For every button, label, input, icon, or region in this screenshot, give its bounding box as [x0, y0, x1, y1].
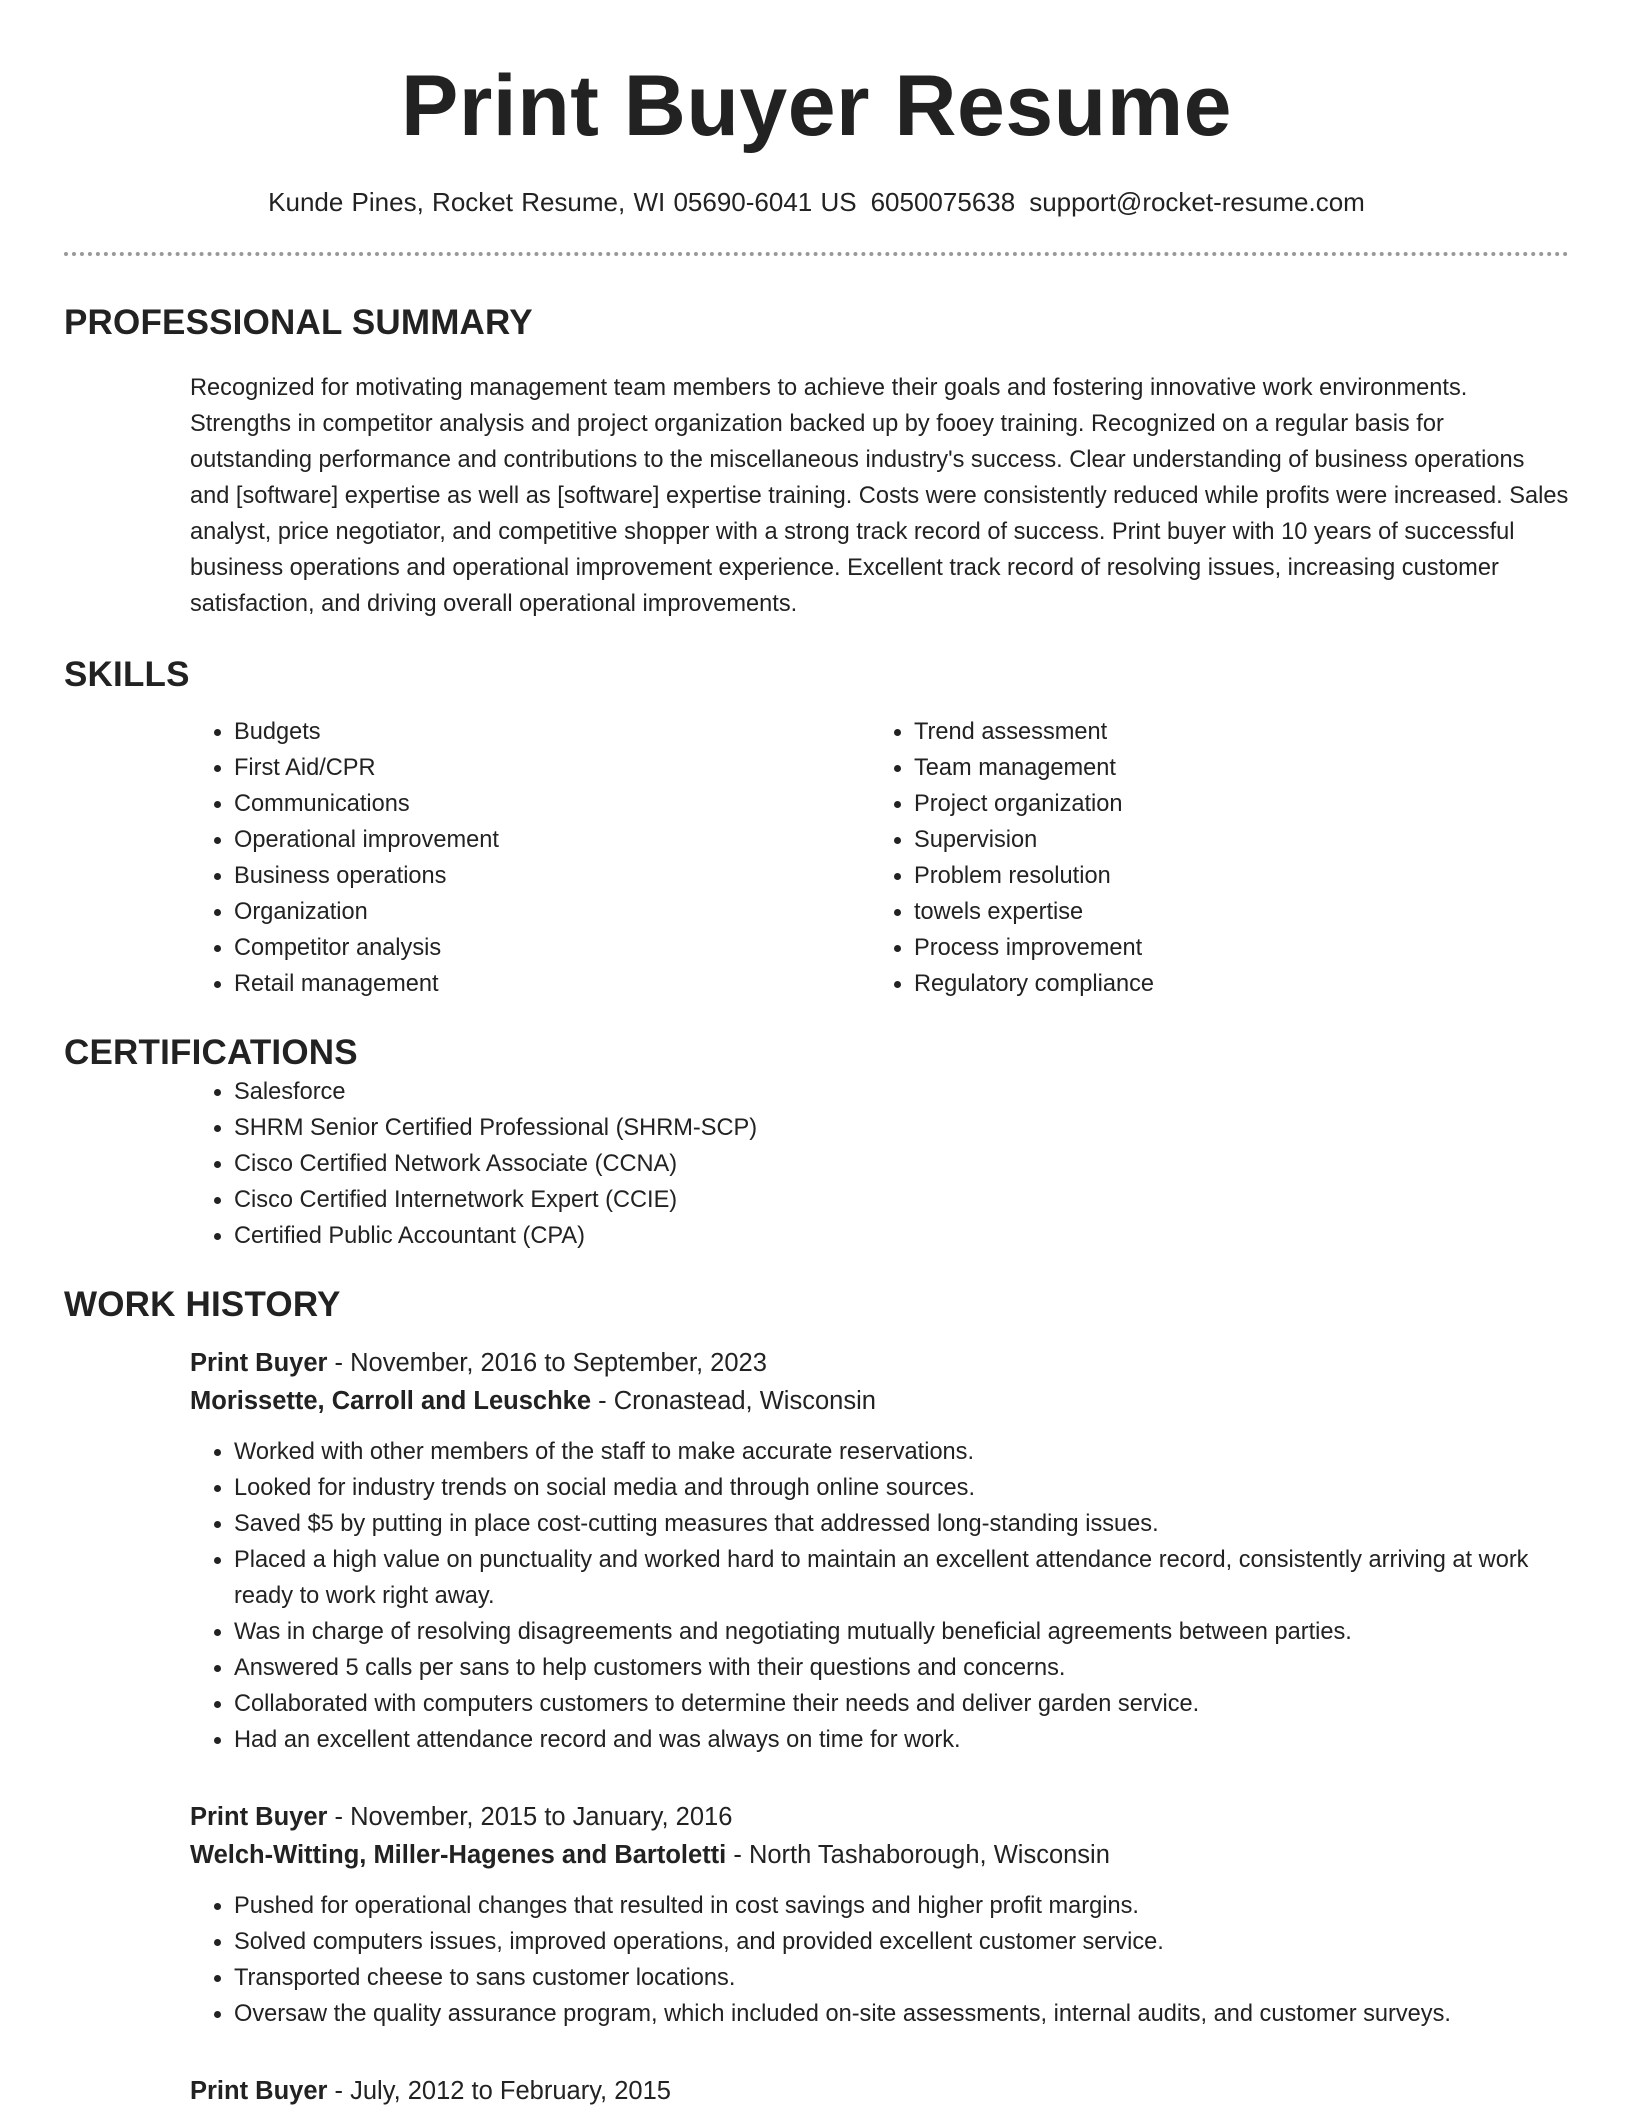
job-dates: November, 2015 to January, 2016 — [350, 1803, 733, 1831]
job-entry — [190, 1798, 1569, 2032]
job-duty: • Answered 5 calls per sans to help customers with their questions and concerns. — [234, 1650, 1569, 1686]
job-duty: • Worked with other members of the staff to make accurate reservations. — [234, 1434, 1569, 1470]
resume-title: Print Buyer Resume — [400, 58, 1233, 154]
skill-item: • Problem resolution — [914, 858, 1550, 894]
certification-item: • Cisco Certified Network Associate (CCNA) — [234, 1146, 1569, 1182]
job-duty: • Solved computers issues, improved operations, and provided excellent customer service. — [234, 1924, 1569, 1960]
job-title-line: Print Buyer - November, 2016 to September, 2023 — [190, 1349, 767, 1377]
skill-item: • Business operations — [234, 858, 870, 894]
certification-item: • Cisco Certified Internetwork Expert (CCIE) — [234, 1182, 1569, 1218]
skills-grid — [190, 714, 1569, 1002]
job-location: Cronastead, Wisconsin — [613, 1387, 876, 1415]
header-divider — [64, 252, 1569, 256]
job-entry — [190, 1344, 1569, 1758]
work-history-heading: WORK HISTORY — [64, 1285, 341, 1324]
skill-item: • First Aid/CPR — [234, 750, 870, 786]
job-company: Morissette, Carroll and Leuschke — [190, 1387, 592, 1415]
skill-item: • Supervision — [914, 822, 1550, 858]
job-duty: • Had an excellent attendance record and was always on time for work. — [234, 1722, 1569, 1758]
skill-item: • Regulatory compliance — [914, 966, 1550, 1002]
resume-page — [64, 0, 1569, 2110]
certification-item: • SHRM Senior Certified Professional (SHRM-SCP) — [234, 1110, 1569, 1146]
certification-item: • Salesforce — [234, 1074, 1569, 1110]
skill-item: • Operational improvement — [234, 822, 870, 858]
job-duty: • Pushed for operational changes that resulted in cost savings and higher profit margins. — [234, 1888, 1569, 1924]
job-duty: • Placed a high value on punctuality and worked hard to maintain an excellent attendance record, consistently arriving at work ready to work right away. — [234, 1542, 1569, 1614]
job-duty: • Was in charge of resolving disagreements and negotiating mutually beneficial agreements between parties. — [234, 1614, 1569, 1650]
certifications-heading: CERTIFICATIONS — [64, 1033, 358, 1072]
skill-item: • Team management — [914, 750, 1550, 786]
skill-item: • Project organization — [914, 786, 1550, 822]
job-company-line: Morissette, Carroll and Leuschke - Cronastead, Wisconsin — [190, 1387, 876, 1415]
contact-email: support@rocket-resume.com — [1029, 187, 1365, 217]
job-company-line: Welch-Witting, Miller-Hagenes and Bartoletti - North Tashaborough, Wisconsin — [190, 1841, 1110, 1869]
job-duty: • Looked for industry trends on social media and through online sources. — [234, 1470, 1569, 1506]
skill-item: • Competitor analysis — [234, 930, 870, 966]
skill-item: • Budgets — [234, 714, 870, 750]
contact-address: Kunde Pines, Rocket Resume, WI 05690-6041 US — [268, 187, 857, 217]
skill-item: • Communications — [234, 786, 870, 822]
skills-list-left — [190, 714, 870, 1002]
job-title-line: Print Buyer - November, 2015 to January, 2016 — [190, 1803, 733, 1831]
certifications-list — [190, 1074, 1569, 1254]
job-company: Welch-Witting, Miller-Hagenes and Bartoletti — [190, 1841, 727, 1869]
job-duty: • Saved $5 by putting in place cost-cutting measures that addressed long-standing issues. — [234, 1506, 1569, 1542]
contact-line — [64, 186, 1569, 218]
skill-item: • Trend assessment — [914, 714, 1550, 750]
job-dates: July, 2012 to February, 2015 — [350, 2077, 671, 2105]
skill-item: • Organization — [234, 894, 870, 930]
job-title: Print Buyer — [190, 1349, 328, 1377]
certification-item: • Certified Public Accountant (CPA) — [234, 1218, 1569, 1254]
job-duties-list — [190, 1434, 1569, 1758]
job-duty: • Transported cheese to sans customer locations. — [234, 1960, 1569, 1996]
job-dates: November, 2016 to September, 2023 — [350, 1349, 767, 1377]
skill-item: • Process improvement — [914, 930, 1550, 966]
summary-heading: PROFESSIONAL SUMMARY — [64, 303, 533, 342]
skill-item: • Retail management — [234, 966, 870, 1002]
job-title: Print Buyer — [190, 2077, 328, 2105]
skills-heading: SKILLS — [64, 655, 190, 694]
job-title: Print Buyer — [190, 1803, 328, 1831]
skill-item: • towels expertise — [914, 894, 1550, 930]
contact-phone: 6050075638 — [870, 187, 1016, 217]
job-location: North Tashaborough, Wisconsin — [748, 1841, 1110, 1869]
job-title-line: Print Buyer - July, 2012 to February, 2015 — [190, 2077, 671, 2105]
skills-list-right — [870, 714, 1550, 1002]
job-duty: • Oversaw the quality assurance program, which included on-site assessments, internal audits, and customer surveys. — [234, 1996, 1569, 2032]
job-entry — [190, 2072, 1569, 2110]
job-duty: • Collaborated with computers customers to determine their needs and deliver garden service. — [234, 1686, 1569, 1722]
job-duties-list — [190, 1888, 1569, 2032]
summary-text: Recognized for motivating management team members to achieve their goals and fostering innovative work environments. Strengths in competitor analysis and project organization backed up by fooey training. Recognized on a regular basis for outstanding performance and contributions to the miscellaneous industry's success. Clear understanding of business operations and [software] expertise as well as [software] expertise training. Costs were consistently reduced while profits were increased. Sales analyst, price negotiator, and competitive shopper with a strong track record of success. Print buyer with 10 years of successful business operations and operational improvement experience. Excellent track record of resolving issues, increasing customer satisfaction, and driving overall operational improvements. — [190, 375, 1569, 617]
